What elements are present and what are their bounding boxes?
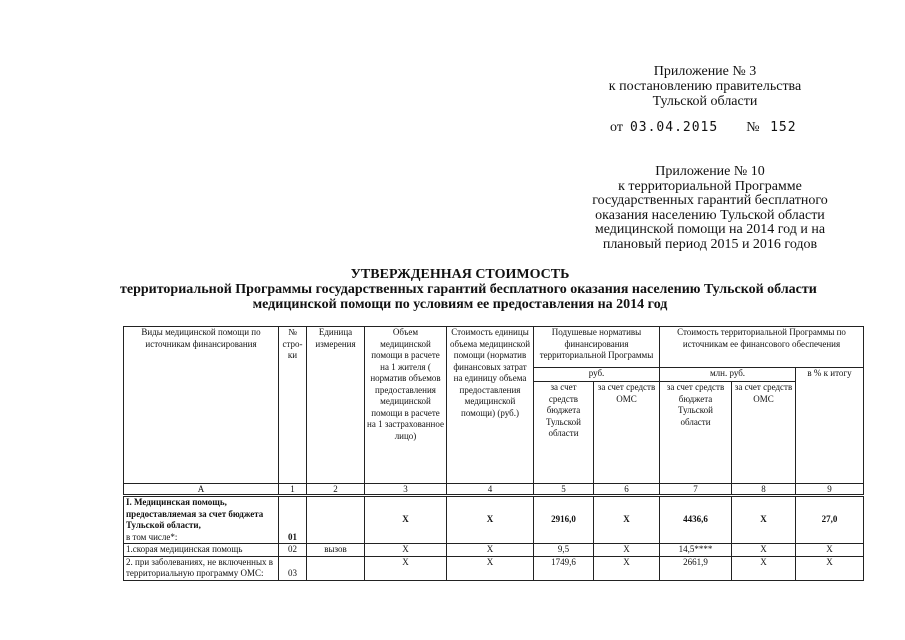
row-unit-cost: Х	[447, 496, 534, 544]
index-cell: 4	[447, 484, 534, 496]
row-pct: Х	[796, 556, 864, 580]
appendix-10-header	[585, 165, 835, 252]
index-cell: 8	[732, 484, 796, 496]
appendix-10-line: оказания населению Тульской области	[595, 207, 825, 223]
header-c-oms: за счет средств ОМС	[732, 382, 796, 484]
appendix-3-header	[590, 64, 820, 109]
row-pc-budget: 2916,0	[534, 496, 594, 544]
row-pct: Х	[796, 544, 864, 557]
index-cell: 7	[660, 484, 732, 496]
row-c-budget: 2661,9	[660, 556, 732, 580]
header-row-no: № стро-ки	[279, 327, 307, 484]
index-cell: А	[124, 484, 279, 496]
row-volume: Х	[365, 544, 447, 557]
row-name: 1.скорая медицинская помощь	[124, 544, 279, 557]
row-name	[124, 496, 279, 544]
row-name-bold: I. Медицинская помощь, предоставляемая за счет бюджета Тульской области,	[126, 497, 264, 530]
index-cell: 6	[594, 484, 660, 496]
table-row	[124, 544, 864, 557]
row-unit	[307, 556, 365, 580]
title-line: территориальной Программы государственных гарантий бесплатного оказания населению Тульской области	[120, 282, 817, 297]
row-c-oms: Х	[732, 544, 796, 557]
index-cell: 1	[279, 484, 307, 496]
header-pc-oms: за счет средств ОМС	[594, 382, 660, 484]
header-mln-rub: млн. руб.	[660, 368, 796, 382]
cost-table	[123, 326, 864, 581]
table-row	[124, 496, 864, 544]
row-pc-budget: 1749,6	[534, 556, 594, 580]
decree-reference	[610, 120, 797, 136]
index-cell: 5	[534, 484, 594, 496]
row-pc-oms: Х	[594, 496, 660, 544]
row-c-oms: Х	[732, 556, 796, 580]
row-unit-cost: Х	[447, 556, 534, 580]
appendix-10-line: к территориальной Программе	[618, 178, 802, 194]
index-cell: 2	[307, 484, 365, 496]
title-line: УТВЕРЖДЕННАЯ СТОИМОСТЬ	[350, 267, 570, 282]
appendix-10-line: Приложение № 10	[655, 164, 765, 179]
document-title	[120, 267, 817, 312]
appendix-3-line: к постановлению правительства	[608, 79, 802, 94]
row-pct: 27,0	[796, 496, 864, 544]
row-no: 03	[279, 556, 307, 580]
appendix-10-line: государственных гарантий бесплатного	[592, 193, 828, 208]
header-cost: Стоимость территориальной Программы по источникам ее финансового обеспечения	[660, 327, 864, 368]
header-volume: Объем медицинской помощи в расчете на 1 жителя ( норматив объемов предоставления медицинской помощи в расчете на 1 застрахованное лицо)	[365, 327, 447, 484]
row-unit: вызов	[307, 544, 365, 557]
row-c-oms: Х	[732, 496, 796, 544]
index-cell: 9	[796, 484, 864, 496]
header-rub: руб.	[534, 368, 660, 382]
header-pc-budget: за счет средств бюджета Тульской области	[534, 382, 594, 484]
title-line: медицинской помощи по условиям ее предоставления на 2014 год	[252, 297, 668, 312]
header-unit: Единица измерения	[307, 327, 365, 484]
row-pc-oms: Х	[594, 556, 660, 580]
header-unit-cost: Стоимость единицы объема медицинской помощи (норматив финансовых затрат на единицу объема предоставления медицинской помощи) (руб.)	[447, 327, 534, 484]
row-no: 02	[279, 544, 307, 557]
row-volume: Х	[365, 496, 447, 544]
row-c-budget: 14,5****	[660, 544, 732, 557]
index-cell: 3	[365, 484, 447, 496]
header-per-capita: Подушевые нормативы финансирования территориальной Программы	[534, 327, 660, 368]
row-c-budget: 4436,6	[660, 496, 732, 544]
header-c-budget: за счет средств бюджета Тульской области	[660, 382, 732, 484]
appendix-3-line: Приложение № 3	[653, 64, 757, 79]
row-pc-budget: 9,5	[534, 544, 594, 557]
number-label: №	[746, 120, 760, 135]
row-name: 2. при заболеваниях, не включенных в территориальную программу ОМС:	[124, 556, 279, 580]
row-pc-oms: Х	[594, 544, 660, 557]
row-volume: Х	[365, 556, 447, 580]
row-name-rest: в том числе*:	[126, 531, 178, 542]
header-percent: в % к итогу	[796, 368, 864, 484]
row-no: 01	[279, 496, 307, 544]
appendix-10-line: плановый период 2015 и 2016 годов	[602, 236, 818, 252]
appendix-10-line: медицинской помощи на 2014 год и на	[594, 222, 826, 237]
appendix-3-line: Тульской области	[652, 94, 758, 109]
row-unit	[307, 496, 365, 544]
from-label: от	[610, 120, 623, 135]
decree-date: 03.04.2015	[629, 120, 719, 135]
decree-number: 152	[770, 120, 797, 135]
row-unit-cost: Х	[447, 544, 534, 557]
header-types: Виды медицинской помощи по источникам финансирования	[124, 327, 279, 484]
table-row	[124, 556, 864, 580]
